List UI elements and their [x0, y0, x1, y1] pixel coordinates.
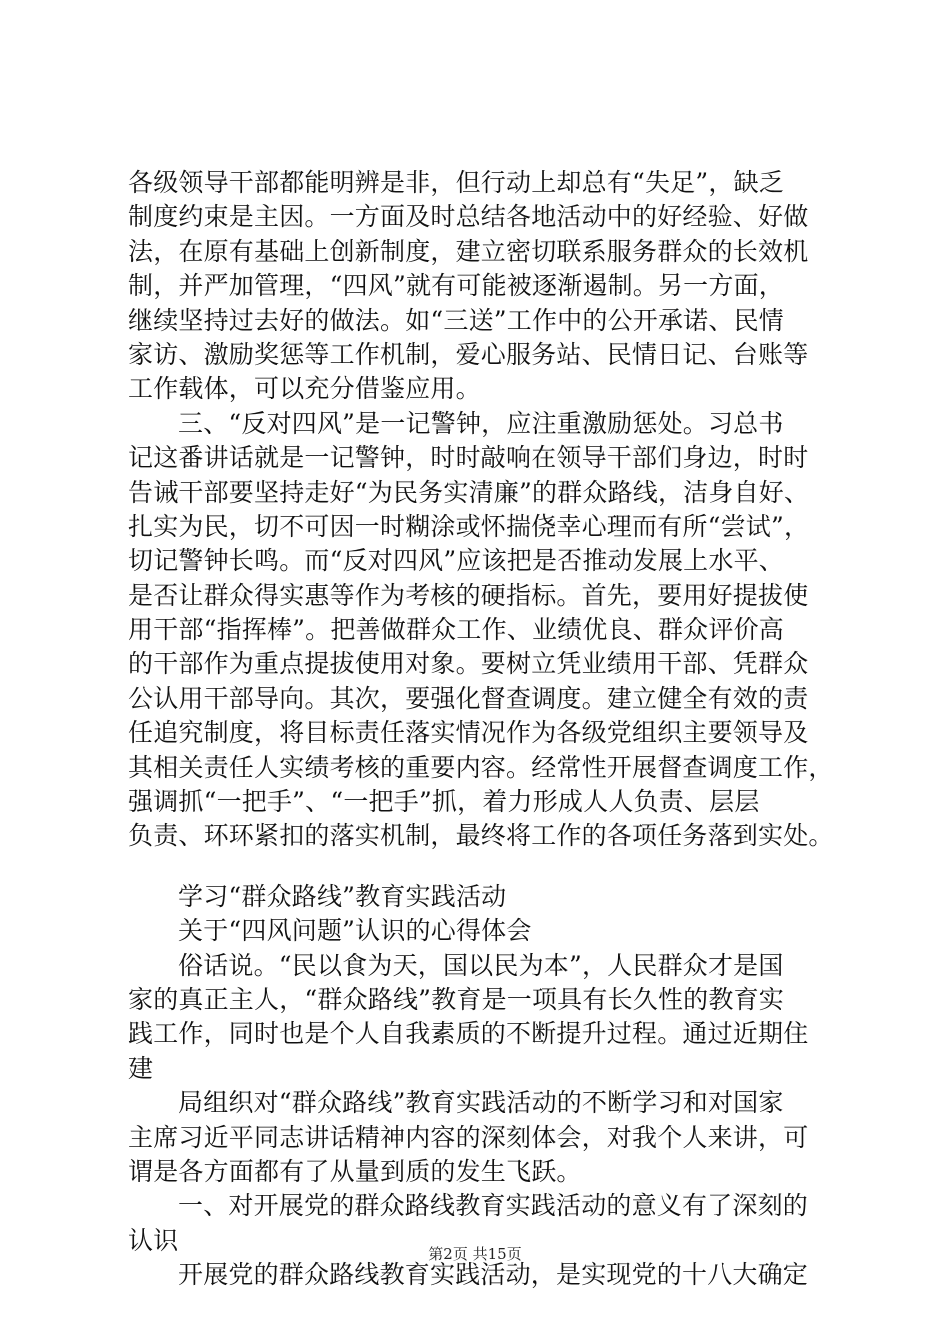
text-block-part-1	[128, 166, 838, 854]
text-line: 强调抓“一把手”、“一把手”抓，着力形成人人负责、层层	[128, 787, 760, 817]
text-line: 建	[128, 1053, 154, 1083]
text-line: 各级领导干部都能明辨是非，但行动上却总有“失足”，缺乏	[128, 168, 784, 197]
text-line: 学习“群众路线”教育实践活动	[178, 881, 507, 911]
text-line: 三、“反对四风”是一记警钟，应注重激励惩处。习总书	[178, 408, 784, 438]
text-line: 开展党的群众路线教育实践活动，是实现党的十八大确定	[178, 1260, 809, 1290]
text-line: 制，并严加管理，“四风”就有可能被逐渐遏制。另一方面，	[128, 271, 784, 301]
text-line: 谓是各方面都有了从量到质的发生飞跃。	[128, 1156, 582, 1186]
text-line: 工作载体，可以充分借鉴应用。	[128, 374, 481, 404]
text-line: 切记警钟长鸣。而“反对四风”应该把是否推动发展上水平、	[128, 546, 784, 576]
text-line: 公认用干部导向。其次，要强化督查调度。建立健全有效的责	[128, 683, 809, 713]
text-line: 负责、环环紧扣的落实机制，最终将工作的各项任务落到实处。	[128, 821, 834, 851]
text-line: 任追究制度，将目标责任落实情况作为各级党组织主要领导及	[128, 718, 809, 748]
text-line: 告诫干部要坚持走好“为民务实清廉”的群众路线，洁身自好、	[128, 477, 810, 507]
text-line: 家访、激励奖惩等工作机制，爱心服务站、民情日记、台账等	[128, 339, 809, 369]
text-line: 主席习近平同志讲话精神内容的深刻体会，对我个人来讲，可	[128, 1122, 809, 1152]
text-line: 法，在原有基础上创新制度，建立密切联系服务群众的长效机	[128, 236, 809, 266]
paragraph-gap	[128, 854, 838, 880]
text-line: 用干部“指挥棒”。把善做群众工作、业绩优良、群众评价高	[128, 615, 784, 645]
text-line: 关于“四风问题”认识的心得体会	[178, 916, 532, 946]
text-line: 扎实为民，切不可因一时糊涂或怀揣侥幸心理而有所“尝试”，	[128, 511, 810, 541]
text-line: 一、对开展党的群众路线教育实践活动的意义有了深刻的	[178, 1191, 809, 1221]
text-line: 的干部作为重点提拔使用对象。要树立凭业绩用干部、凭群众	[128, 649, 809, 679]
text-line: 是否让群众得实惠等作为考核的硬指标。首先，要用好提拔使	[128, 580, 809, 610]
text-line: 局组织对“群众路线”教育实践活动的不断学习和对国家	[178, 1088, 784, 1118]
text-block-part-2	[128, 880, 838, 1293]
text-line: 认识	[128, 1225, 179, 1255]
text-line: 其相关责任人实绩考核的重要内容。经常性开展督查调度工作，	[128, 752, 834, 782]
text-line: 制度约束是主因。一方面及时总结各地活动中的好经验、好做	[128, 202, 809, 232]
text-line: 继续坚持过去好的做法。如“三送”工作中的公开承诺、民情	[128, 305, 784, 335]
text-line: 俗话说。“民以食为天，国以民为本”，人民群众才是国	[178, 950, 784, 980]
text-line: 记这番讲话就是一记警钟，时时敲响在领导干部们身边，时时	[128, 443, 809, 473]
page-footer: 第2页 共15页	[428, 1245, 522, 1263]
document-body	[128, 166, 838, 1293]
text-line: 家的真正主人，“群众路线”教育是一项具有长久性的教育实	[128, 984, 784, 1014]
text-line: 践工作，同时也是个人自我素质的不断提升过程。通过近期住	[128, 1019, 809, 1049]
